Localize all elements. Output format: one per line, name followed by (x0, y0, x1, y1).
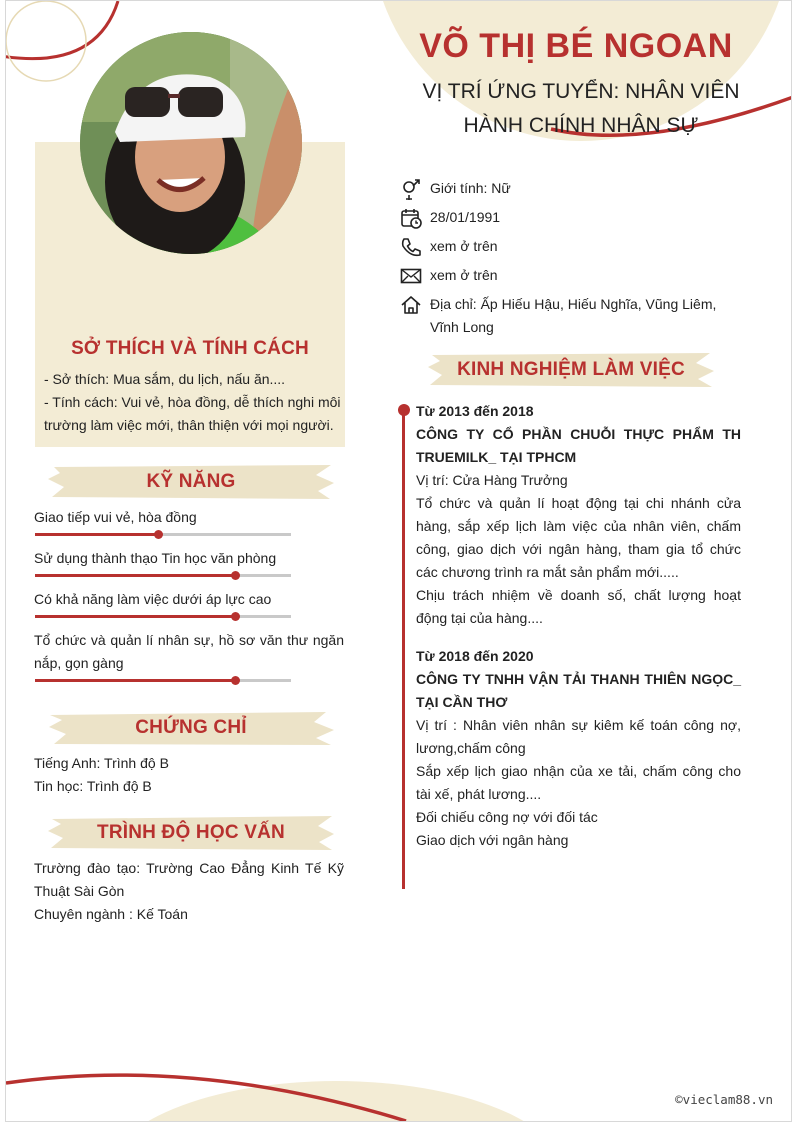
hobbies-line-1: - Sở thích: Mua sắm, du lịch, nấu ăn.... (44, 371, 286, 387)
hobbies-line-2: - Tính cách: Vui vẻ, hòa đồng, dễ thích nghi môi trường làm việc mới, thân thiện với mọi người. (44, 394, 341, 433)
hobbies-title: SỞ THÍCH VÀ TÍNH CÁCH (71, 338, 309, 359)
job-1-line-3: Chịu trách nhiệm về doanh số, chất lượng hoạt động tại của hàng.... (416, 587, 741, 626)
skill-label-4: Tổ chức và quản lí nhân sự, hồ sơ văn thư ngăn nắp, gọn gàng (34, 632, 344, 671)
applied-position (406, 75, 756, 143)
timeline-dot (398, 404, 410, 416)
skill-bar-dot-1 (154, 530, 163, 539)
gender-value: Giới tính: Nữ (430, 180, 511, 196)
skill-bar-dot-4 (231, 676, 240, 685)
skill-label-2: Sử dụng thành thạo Tin học văn phòng (34, 550, 277, 566)
avatar-portrait (80, 32, 302, 254)
phone-value: xem ở trên (430, 238, 498, 254)
skill-label-3: Có khả năng làm việc dưới áp lực cao (34, 591, 272, 607)
position-line-1: VỊ TRÍ ỨNG TUYỂN: NHÂN VIÊN (422, 80, 740, 103)
job-2-line-4: Giao dịch với ngân hàng (416, 832, 569, 848)
home-icon (400, 294, 422, 316)
job-1-line-2: Tổ chức và quản lí hoạt động tại chi nhánh cửa hàng, sắp xếp lịch làm việc của nhân viên, chấm công, giao dịch với ngân hàng, tham gia tổ chức các chương trình ra mắt sản phẩm mới..... (416, 495, 741, 580)
certificate-item-2: Tin học: Trình độ B (34, 778, 152, 794)
skill-bar-3 (35, 615, 291, 618)
job-2-line-3: Đối chiếu công nợ với đối tác (416, 809, 598, 825)
cv-page (5, 0, 792, 1122)
certificate-item-1: Tiếng Anh: Trình độ B (34, 755, 169, 771)
job-1 (416, 400, 741, 630)
skill-label-1: Giao tiếp vui vẻ, hòa đồng (34, 509, 197, 525)
job-2 (416, 645, 741, 852)
email-value: xem ở trên (430, 267, 498, 283)
address-value: Địa chỉ: Ấp Hiếu Hậu, Hiếu Nghĩa, Vũng Liêm, Vĩnh Long (430, 296, 717, 335)
certificates-title: CHỨNG CHỈ (135, 717, 247, 738)
gender-icon (400, 178, 422, 200)
job-2-period: Từ 2018 đến 2020 (416, 648, 534, 664)
mail-icon (400, 265, 422, 287)
job-1-company: CÔNG TY CỔ PHẦN CHUỖI THỰC PHẨM TH TRUEMILK_ TẠI TPHCM (416, 426, 741, 465)
skill-bar-fill-4 (35, 679, 235, 682)
calendar-icon (400, 207, 422, 229)
skill-bar-dot-2 (231, 571, 240, 580)
skill-bar-1 (35, 533, 291, 536)
education-school: Trường đào tạo: Trường Cao Đẳng Kinh Tế Kỹ Thuật Sài Gòn (34, 860, 344, 899)
skill-bar-fill-1 (35, 533, 158, 536)
skill-bar-dot-3 (231, 612, 240, 621)
skill-bar-fill-2 (35, 574, 235, 577)
experience-title: KINH NGHIỆM LÀM VIỆC (457, 359, 685, 380)
birthdate-value: 28/01/1991 (430, 209, 501, 225)
education-major: Chuyên ngành : Kế Toán (34, 906, 188, 922)
job-1-period: Từ 2013 đến 2018 (416, 403, 534, 419)
timeline-line (402, 405, 405, 889)
position-line-2: HÀNH CHÍNH NHÂN SỰ (463, 114, 699, 137)
job-2-company: CÔNG TY TNHH VẬN TẢI THANH THIÊN NGỌC_ TẠI CẦN THƠ (416, 671, 741, 710)
education-title: TRÌNH ĐỘ HỌC VẤN (97, 822, 285, 843)
skills-title: KỸ NĂNG (146, 471, 236, 492)
avatar (80, 32, 302, 254)
candidate-name: VÕ THỊ BÉ NGOAN (419, 27, 733, 65)
skill-bar-4 (35, 679, 291, 682)
job-2-line-2: Sắp xếp lịch giao nhận của xe tải, chấm công cho tài xế, phát lương.... (416, 763, 741, 802)
job-2-line-1: Vị trí : Nhân viên nhân sự kiêm kế toán công nợ, lương,chấm công (416, 717, 741, 756)
phone-icon (400, 236, 422, 258)
job-1-line-1: Vị trí: Cửa Hàng Trưởng (416, 472, 568, 488)
skill-bar-2 (35, 574, 291, 577)
skill-bar-fill-3 (35, 615, 235, 618)
footer-watermark: ©vieclam88.vn (675, 1092, 773, 1107)
